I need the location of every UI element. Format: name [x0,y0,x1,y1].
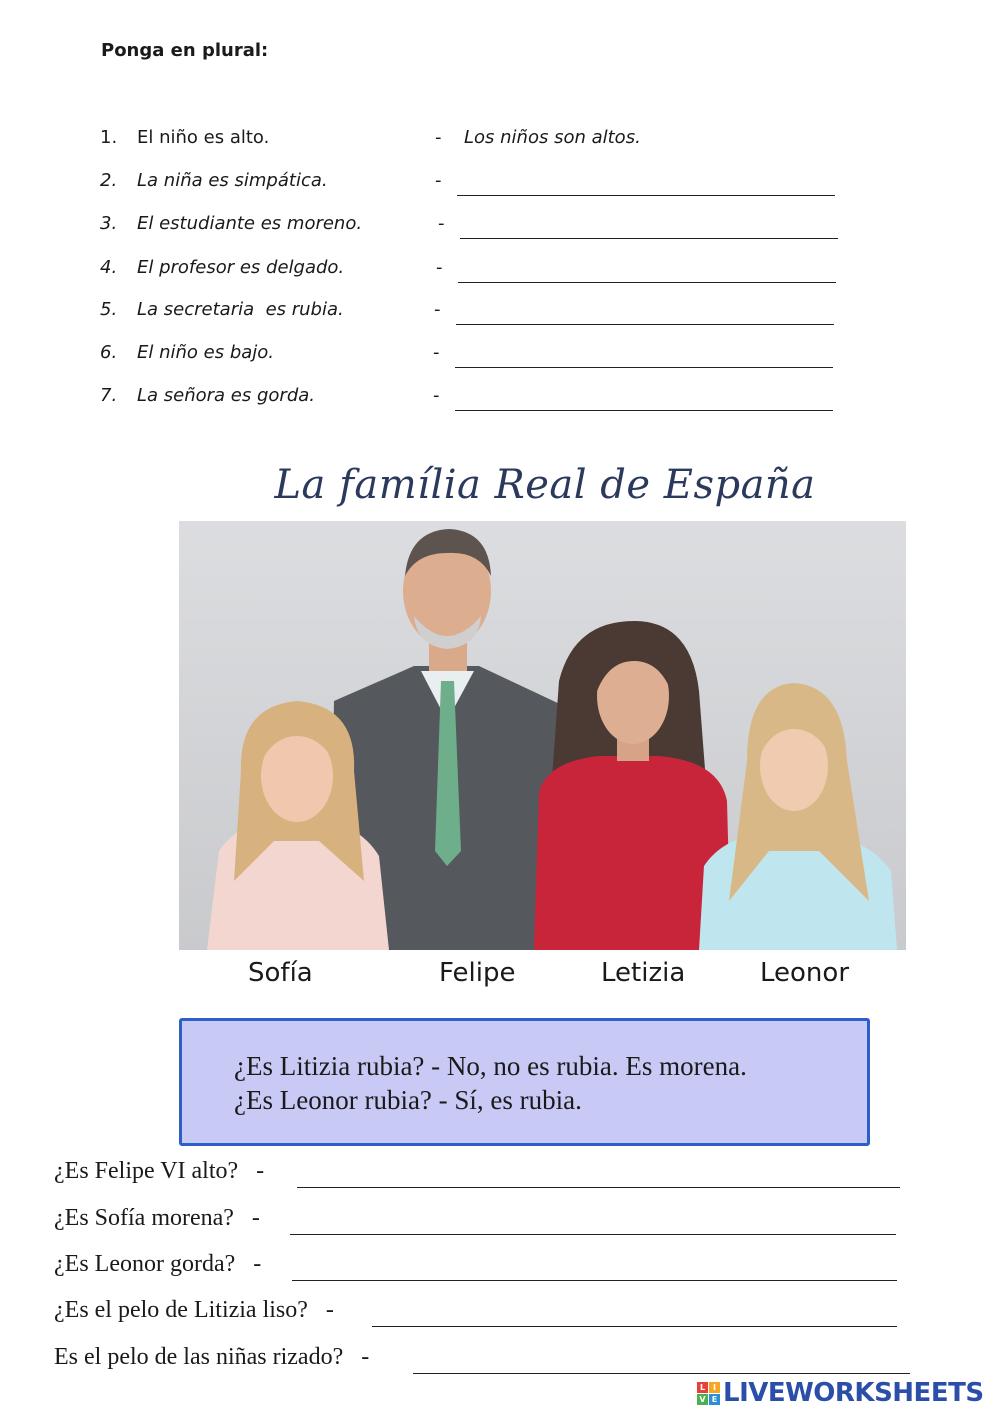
exercise-sentence: La niña es simpática. [137,170,328,191]
family-title: La família Real de España [274,462,816,508]
exercise-answer-example: Los niños son altos. [464,127,641,148]
logo-block: E [709,1394,720,1405]
question-text: ¿Es Leonor gorda? - [54,1251,262,1277]
question-text: Es el pelo de las niñas rizado? - [54,1344,370,1370]
exercise-dash: - [435,170,442,191]
question-row-4 [54,1297,897,1331]
exercise-number: 7. [100,385,118,406]
logo-text: LIVEWORKSHEETS [723,1378,984,1408]
exercise-answer-input[interactable] [458,257,836,283]
logo-blocks-icon [697,1382,720,1405]
exercise-sentence: La señora es gorda. [137,385,315,406]
question-text: ¿Es Sofía morena? - [54,1205,260,1231]
question-answer-input[interactable] [290,1207,896,1235]
question-row-5 [54,1344,910,1378]
exercise-row-7 [100,385,860,415]
exercise-row-5 [100,299,860,329]
name-label-letizia: Letizia [601,958,686,988]
logo-block: V [697,1394,708,1405]
exercise-dash: - [435,127,442,148]
exercise-sentence: La secretaria es rubia. [137,299,344,320]
question-text: ¿Es Felipe VI alto? - [54,1158,265,1184]
exercise-sentence: El niño es bajo. [137,342,275,363]
exercise-row-2 [100,170,860,200]
exercise-dash: - [436,257,443,278]
exercise-row-1 [100,127,860,157]
family-photo-illustration [179,521,906,950]
exercise-row-3 [100,213,860,243]
exercise-dash: - [434,299,441,320]
example-line-1: ¿Es Litizia rubia? - No, no es rubia. Es morena. [234,1051,747,1081]
exercise-number: 1. [100,127,118,148]
exercise-number: 2. [100,170,118,191]
question-answer-input[interactable] [413,1346,910,1374]
exercise-dash: - [433,342,440,363]
exercise-answer-input[interactable] [456,299,834,325]
question-text: ¿Es el pelo de Litizia liso? - [54,1297,334,1323]
name-label-leonor: Leonor [760,958,850,988]
name-label-sofia: Sofía [248,958,313,988]
exercise-row-4 [100,257,860,287]
logo-block: L [697,1382,708,1393]
question-answer-input[interactable] [292,1253,897,1281]
example-box [179,1018,870,1146]
exercise-number: 5. [100,299,118,320]
exercise-sentence: El niño es alto. [137,127,270,148]
question-answer-input[interactable] [372,1299,897,1327]
question-row-1 [54,1158,900,1192]
logo-block: I [709,1382,720,1393]
exercise-dash: - [438,213,445,234]
exercise-sentence: El profesor es delgado. [137,257,345,278]
exercise-answer-input[interactable] [455,385,833,411]
exercise-number: 6. [100,342,118,363]
exercise-number: 4. [100,257,118,278]
liveworksheets-logo[interactable] [697,1378,984,1408]
exercise-row-6 [100,342,860,372]
exercise-answer-input[interactable] [460,213,838,239]
instruction-heading: Ponga en plural: [101,40,269,61]
question-answer-input[interactable] [297,1160,900,1188]
exercise-number: 3. [100,213,118,234]
example-line-2: ¿Es Leonor rubia? - Sí, es rubia. [234,1085,582,1115]
question-row-3 [54,1251,897,1285]
name-label-felipe: Felipe [439,958,516,988]
exercise-dash: - [433,385,440,406]
royal-family-photo [179,521,906,950]
exercise-answer-input[interactable] [455,342,833,368]
question-row-2 [54,1205,896,1239]
exercise-sentence: El estudiante es moreno. [137,213,363,234]
exercise-answer-input[interactable] [457,170,835,196]
